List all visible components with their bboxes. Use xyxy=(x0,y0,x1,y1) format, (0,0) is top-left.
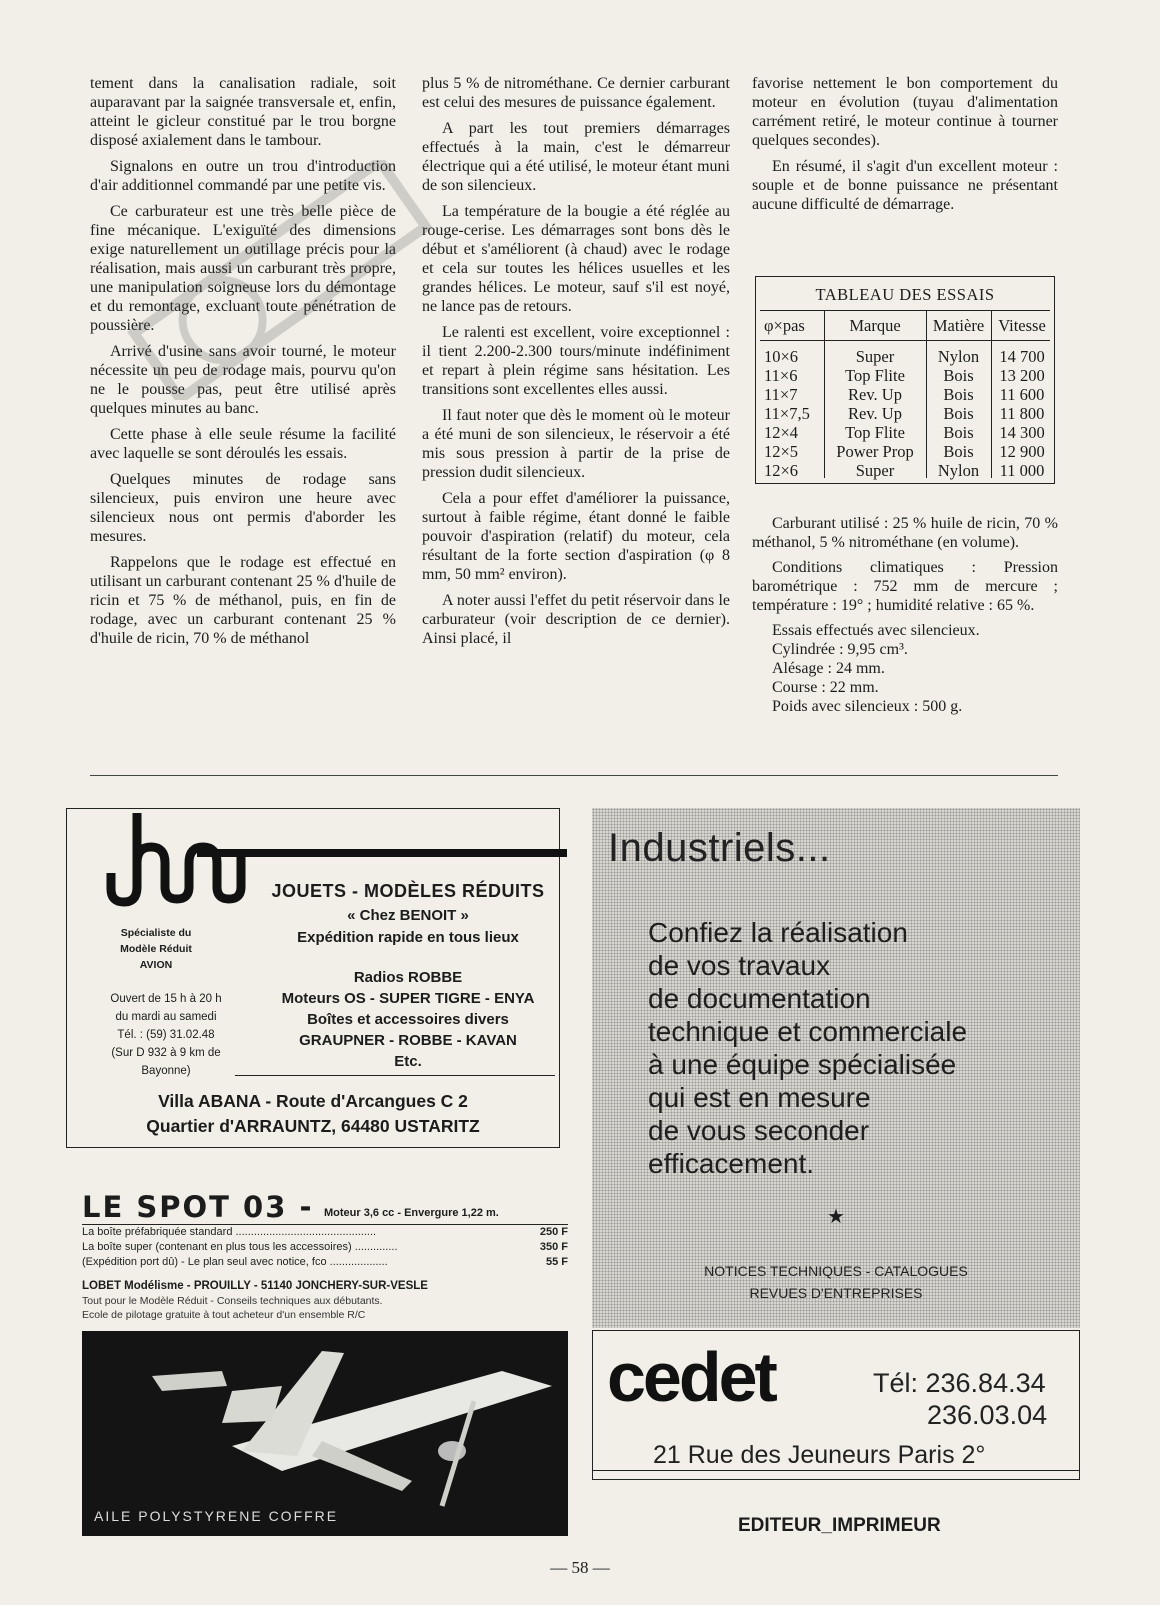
hours-line: Bayonne) xyxy=(141,1065,191,1077)
ad-body xyxy=(648,916,967,1180)
hours-line: du mardi au samedi xyxy=(115,1011,217,1023)
star-icon: ★ xyxy=(827,1206,845,1228)
table-cell: Bois xyxy=(943,385,974,404)
body-line: efficacement. xyxy=(648,1148,815,1179)
paragraph: Le ralenti est excellent, voire exceptionnel : il tient 2.200-2.300 tours/minute indéfiniment et repart à plein régime sans hésitation. Les transitions sont excellentes elles aussi. xyxy=(422,324,730,398)
table-cell: 11×6 xyxy=(764,366,798,385)
article-column-3 xyxy=(752,74,1058,221)
shop-address xyxy=(67,1089,559,1139)
divider xyxy=(593,1470,1079,1471)
table-row xyxy=(756,404,1054,423)
price-value: 55 F xyxy=(545,1256,568,1268)
table-row xyxy=(756,461,1054,480)
vendor-info: Ecole de pilotage gratuite à tout acheteur d'un ensemble R/C xyxy=(82,1309,366,1321)
airplane-photo xyxy=(82,1331,568,1536)
table-row xyxy=(756,347,1054,366)
opening-hours xyxy=(81,990,251,1080)
spec-line: Modèle Réduit xyxy=(120,943,192,955)
price-line xyxy=(82,1225,568,1240)
spec-line: Essais effectués avec silencieux. xyxy=(772,622,980,639)
table-row xyxy=(756,385,1054,404)
table-cell: Top Flite xyxy=(845,423,905,442)
table-header-row xyxy=(756,316,1054,335)
brand-line: Radios ROBBE xyxy=(353,969,463,986)
table-cell: Bois xyxy=(943,404,974,423)
table-cell: Super xyxy=(855,347,895,366)
header-cell: Marque xyxy=(849,316,901,335)
ad-subheading: « Chez BENOIT » xyxy=(347,907,469,924)
table-cell: Nylon xyxy=(937,461,980,480)
brand-line: Etc. xyxy=(394,1053,422,1070)
article-column-2 xyxy=(422,74,730,655)
section-divider xyxy=(90,775,1058,776)
spec-line: Course : 22 mm. xyxy=(772,679,879,696)
notices-line: REVUES D'ENTREPRISES xyxy=(749,1285,923,1301)
table-cell: 11×7,5 xyxy=(764,404,810,423)
address-line: Quartier d'ARRAUNTZ, 64480 USTARITZ xyxy=(146,1116,480,1136)
table-cell: Bois xyxy=(943,442,974,461)
vendor-line: LOBET Modélisme - PROUILLY - 51140 JONCHERY-SUR-VESLE xyxy=(82,1280,428,1292)
table-cell: 11×7 xyxy=(764,385,798,404)
hours-line: Tél. : (59) 31.02.48 xyxy=(117,1029,215,1041)
test-results-table xyxy=(755,276,1055,484)
brand-line: GRAUPNER - ROBBE - KAVAN xyxy=(299,1032,517,1049)
table-cell: Rev. Up xyxy=(848,385,902,404)
cedet-logo: cedet xyxy=(607,1338,775,1416)
spec-line: Spécialiste du xyxy=(120,927,192,939)
table-cell: 12×5 xyxy=(764,442,799,461)
notices-block xyxy=(592,1260,1080,1304)
spec-line: Poids avec silencieux : 500 g. xyxy=(772,698,963,715)
paragraph: Quelques minutes de rodage sans silencieux, puis environ une heure avec silencieux nous ont permis d'aborder les mesures. xyxy=(90,471,396,545)
price-item: La boîte préfabriquée standard .............................................. xyxy=(82,1226,377,1238)
table-cell: Super xyxy=(855,461,895,480)
table-cell: 14 300 xyxy=(999,423,1045,442)
table-cell: 11 600 xyxy=(999,385,1045,404)
header-cell: Matière xyxy=(932,316,985,335)
header-cell: Vitesse xyxy=(998,316,1046,335)
divider xyxy=(235,1075,555,1076)
price-value: 350 F xyxy=(539,1241,568,1253)
body-line: qui est en mesure xyxy=(648,1082,871,1113)
airplane-icon xyxy=(82,1331,568,1536)
paragraph: Signalons en outre un trou d'introduction d'air additionnel commandé par une petite vis. xyxy=(90,158,396,194)
ad-title: LE SPOT 03 - xyxy=(82,1190,314,1224)
test-conditions xyxy=(752,514,1058,716)
ad-industriels xyxy=(592,808,1080,1328)
logo-bar xyxy=(197,849,567,857)
specialist-block xyxy=(81,925,231,973)
body-line: à une équipe spécialisée xyxy=(648,1049,957,1080)
table-divider xyxy=(760,340,1050,341)
brand-line: Boîtes et accessoires divers xyxy=(307,1011,509,1028)
table-divider xyxy=(760,310,1050,311)
phone-line: 236.03.04 xyxy=(927,1400,1048,1430)
price-value: 250 F xyxy=(539,1226,568,1238)
page-number: — 58 — xyxy=(550,1558,610,1577)
table-cell: 12×4 xyxy=(764,423,799,442)
table-cell: 10×6 xyxy=(764,347,799,366)
table-cell: 12×6 xyxy=(764,461,799,480)
table-row xyxy=(756,442,1054,461)
paragraph: Conditions climatiques : Pression barométrique : 752 mm de mercure ; température : 19° ; humidité relative : 65 %. xyxy=(752,559,1058,614)
ad-subtitle: Moteur 3,6 cc - Envergure 1,22 m. xyxy=(324,1206,499,1219)
hours-line: Ouvert de 15 h à 20 h xyxy=(110,993,222,1005)
hours-line: (Sur D 932 à 9 km de xyxy=(111,1047,221,1059)
spec-line: AVION xyxy=(139,959,173,971)
table-cell: Top Flite xyxy=(845,366,905,385)
paragraph: La température de la bougie a été réglée au rouge-cerise. Les démarrages sont bons dès le début et s'améliorent (à chaud) avec le rodage et cela sur toutes les hélices usuelles et les grandes hélices. Le moteur, sauf s'il est noyé, ne lance pas de retours. xyxy=(422,203,730,315)
body-line: technique et commerciale xyxy=(648,1016,968,1047)
editeur-label: EDITEUR_IMPRIMEUR xyxy=(738,1515,941,1536)
table-cell: 11 800 xyxy=(999,404,1045,423)
paragraph: Arrivé d'usine sans avoir tourné, le moteur nécessite un peu de rodage mais, pourvu qu'on ne le pousse pas, peut être utilisé après quelques minutes au banc. xyxy=(90,343,396,417)
price-line xyxy=(82,1240,568,1255)
address-line: Villa ABANA - Route d'Arcangues C 2 xyxy=(158,1091,468,1111)
header-cell: φ×pas xyxy=(764,316,805,335)
table-title: TABLEAU DES ESSAIS xyxy=(815,285,995,304)
paragraph: Cette phase à elle seule résume la facilité avec laquelle se sont déroulés les essais. xyxy=(90,426,396,462)
paragraph: A noter aussi l'effet du petit réservoir dans le carburateur (voir description de ce dernier). Ainsi placé, il xyxy=(422,592,730,647)
paragraph: Ce carburateur est une très belle pièce de fine mécanique. L'exiguïté des dimensions exige naturellement un outillage précis pour la réalisation, mais aussi un carburant très propre, une manipulation soigneuse lors du démontage et du remontage, excluant toute pénétration de poussière. xyxy=(90,203,396,334)
photo-caption: AILE POLYSTYRENE COFFRE xyxy=(94,1508,339,1524)
ad-cedet xyxy=(592,1330,1080,1480)
table-cell: Bois xyxy=(943,366,974,385)
price-line xyxy=(82,1255,568,1270)
price-item: (Expédition port dû) - Le plan seul avec notice, fco ................... xyxy=(82,1256,388,1268)
ad-title: Industriels... xyxy=(608,826,831,870)
brand-list xyxy=(263,967,553,1072)
table-cell: Rev. Up xyxy=(848,404,902,423)
paragraph: En résumé, il s'agit d'un excellent moteur : souple et de bonne puissance ne présentant aucune difficulté de démarrage. xyxy=(752,158,1058,213)
paragraph: Il faut noter que dès le moment où le moteur a été muni de son silencieux, le réservoir a été mis sous pression à partir de la prise de pression dudit silencieux. xyxy=(422,407,730,481)
paragraph: A part les tout premiers démarrages effectués à la main, c'est le démarreur électrique qui a été utilisé, le moteur étant muni de son silencieux. xyxy=(422,120,730,194)
paragraph: favorise nettement le bon comportement du moteur en évolution (tuyau d'alimentation carrément retiré, le moteur continue à tourner quelques secondes). xyxy=(752,75,1058,149)
spec-line: Alésage : 24 mm. xyxy=(772,660,885,677)
spec-line: Cylindrée : 9,95 cm³. xyxy=(772,641,908,658)
table-cell: 14 700 xyxy=(999,347,1045,366)
table-cell: 11 000 xyxy=(999,461,1045,480)
table-cell: 12 900 xyxy=(999,442,1045,461)
body-line: de vos travaux xyxy=(648,950,831,981)
table-row xyxy=(756,423,1054,442)
body-line: Confiez la réalisation xyxy=(648,917,908,948)
table-row xyxy=(756,366,1054,385)
vendor-info: Tout pour le Modèle Réduit - Conseils techniques aux débutants. xyxy=(82,1295,383,1307)
body-line: de documentation xyxy=(648,983,871,1014)
table-cell: Power Prop xyxy=(836,442,914,461)
ad-jouets-modeles-reduits xyxy=(66,808,560,1148)
notices-line: NOTICES TECHNIQUES - CATALOGUES xyxy=(704,1263,968,1279)
table-cell: 13 200 xyxy=(999,366,1045,385)
table-cell: Nylon xyxy=(937,347,980,366)
paragraph: tement dans la canalisation radiale, soit auparavant par la saignée transversale et, enfin, atteint le gicleur constitué par le trou borgne disposé axialement dans le tambour. xyxy=(90,75,396,149)
table-cell: Bois xyxy=(943,423,974,442)
article-column-1 xyxy=(90,74,396,655)
phone-line: Tél: 236.84.34 xyxy=(873,1368,1046,1398)
ad-le-spot-03 xyxy=(82,1190,568,1322)
paragraph: Carburant utilisé : 25 % huile de ricin, 70 % méthanol, 5 % nitrométhane (en volume). xyxy=(752,515,1058,551)
paragraph: Cela a pour effet d'améliorer la puissance, surtout à faible régime, étant donné le faible pouvoir d'aspiration (relatif) du moteur, cela résultant de la forte section d'aspiration (φ 8 mm, 50 mm² environ). xyxy=(422,490,730,583)
jw-logo-icon xyxy=(89,807,289,912)
cedet-address: 21 Rue des Jeuneurs Paris 2° xyxy=(653,1441,986,1469)
price-item: La boîte super (contenant en plus tous les accessoires) .............. xyxy=(82,1241,398,1253)
ad-subheading: Expédition rapide en tous lieux xyxy=(297,929,519,946)
paragraph: Rappelons que le rodage est effectué en utilisant un carburant contenant 25 % d'huile de ricin et 75 % de méthanol, puis, en fin de rodage, avec un carburant contenant 25 % d'huile de ricin, 70 % de méthanol xyxy=(90,554,396,647)
body-line: de vous seconder xyxy=(648,1115,870,1146)
phone-numbers xyxy=(873,1367,1047,1431)
paragraph: plus 5 % de nitrométhane. Ce dernier carburant est celui des mesures de puissance également. xyxy=(422,75,730,111)
ad-heading: JOUETS - MODÈLES RÉDUITS xyxy=(271,881,545,901)
brand-line: Moteurs OS - SUPER TIGRE - ENYA xyxy=(281,990,535,1007)
